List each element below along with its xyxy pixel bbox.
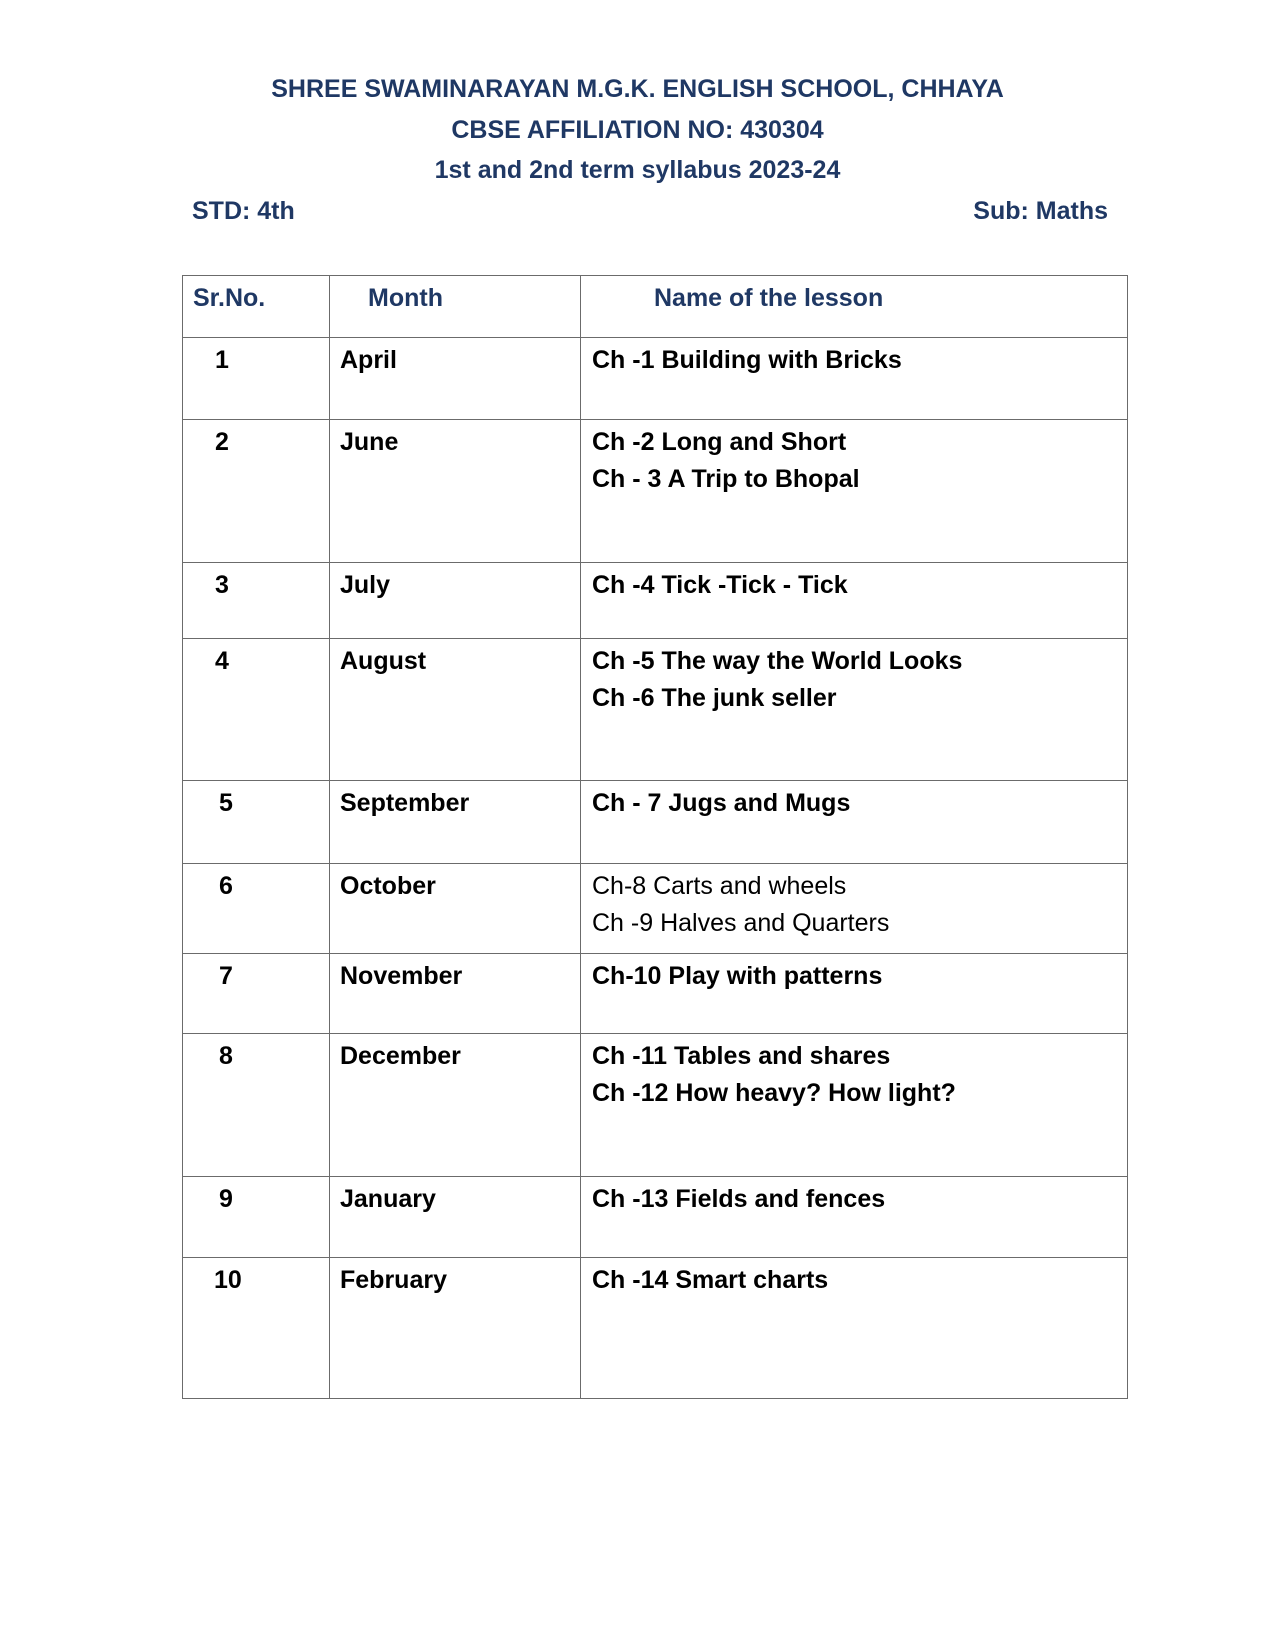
lesson-name: Ch -9 Halves and Quarters xyxy=(592,909,890,937)
month-cell: January xyxy=(330,1177,581,1258)
table-row xyxy=(183,1258,1128,1399)
subject-label: Sub: Maths xyxy=(973,197,1108,225)
table-row xyxy=(183,1177,1128,1258)
month-cell: September xyxy=(330,781,581,864)
lesson-name: Ch -6 The junk seller xyxy=(592,684,837,712)
lesson-cell xyxy=(581,1258,1128,1399)
sr-no-cell: 2 xyxy=(183,420,330,563)
lesson-cell xyxy=(581,420,1128,563)
table-row xyxy=(183,1034,1128,1177)
sr-no-cell: 8 xyxy=(183,1034,330,1177)
lesson-name: Ch-10 Play with patterns xyxy=(592,962,883,990)
lesson-name: Ch -5 The way the World Looks xyxy=(592,647,963,675)
month-cell: April xyxy=(330,338,581,420)
sr-no-cell: 3 xyxy=(183,563,330,639)
lesson-cell xyxy=(581,781,1128,864)
lesson-name: Ch -12 How heavy? How light? xyxy=(592,1079,956,1107)
column-header-lesson: Name of the lesson xyxy=(581,276,1128,338)
affiliation-number: CBSE AFFILIATION NO: 430304 xyxy=(451,116,824,144)
sr-no-cell: 10 xyxy=(183,1258,330,1399)
lesson-cell xyxy=(581,1034,1128,1177)
lesson-cell xyxy=(581,1177,1128,1258)
sr-no-cell: 7 xyxy=(183,954,330,1034)
lesson-cell xyxy=(581,563,1128,639)
lesson-name: Ch -14 Smart charts xyxy=(592,1266,829,1294)
standard-label: STD: 4th xyxy=(192,197,295,225)
lesson-name: Ch -11 Tables and shares xyxy=(592,1042,891,1070)
table-row xyxy=(183,954,1128,1034)
table-row xyxy=(183,338,1128,420)
syllabus-table xyxy=(182,275,1128,1399)
table-row xyxy=(183,563,1128,639)
lesson-cell xyxy=(581,338,1128,420)
school-name: SHREE SWAMINARAYAN M.G.K. ENGLISH SCHOOL, CHHAYA xyxy=(271,75,1004,103)
lesson-name: Ch - 7 Jugs and Mugs xyxy=(592,789,851,817)
table-row xyxy=(183,420,1128,563)
column-header-month: Month xyxy=(330,276,581,338)
table-row xyxy=(183,639,1128,781)
syllabus-title: 1st and 2nd term syllabus 2023-24 xyxy=(434,156,841,184)
table-header-row xyxy=(183,276,1128,338)
month-cell: February xyxy=(330,1258,581,1399)
lesson-cell xyxy=(581,954,1128,1034)
lesson-cell xyxy=(581,639,1128,781)
table-row xyxy=(183,864,1128,954)
lesson-name: Ch -2 Long and Short xyxy=(592,428,847,456)
month-cell: December xyxy=(330,1034,581,1177)
table-row xyxy=(183,781,1128,864)
column-header-sr-no: Sr.No. xyxy=(183,276,330,338)
lesson-name: Ch-8 Carts and wheels xyxy=(592,872,847,900)
lesson-name: Ch -4 Tick -Tick - Tick xyxy=(592,571,848,599)
month-cell: June xyxy=(330,420,581,563)
month-cell: October xyxy=(330,864,581,954)
month-cell: November xyxy=(330,954,581,1034)
month-cell: August xyxy=(330,639,581,781)
sr-no-cell: 4 xyxy=(183,639,330,781)
sr-no-cell: 1 xyxy=(183,338,330,420)
month-cell: July xyxy=(330,563,581,639)
lesson-cell xyxy=(581,864,1128,954)
sr-no-cell: 9 xyxy=(183,1177,330,1258)
lesson-name: Ch -13 Fields and fences xyxy=(592,1185,886,1213)
sr-no-cell: 5 xyxy=(183,781,330,864)
lesson-name: Ch - 3 A Trip to Bhopal xyxy=(592,465,860,493)
sr-no-cell: 6 xyxy=(183,864,330,954)
lesson-name: Ch -1 Building with Bricks xyxy=(592,346,902,374)
